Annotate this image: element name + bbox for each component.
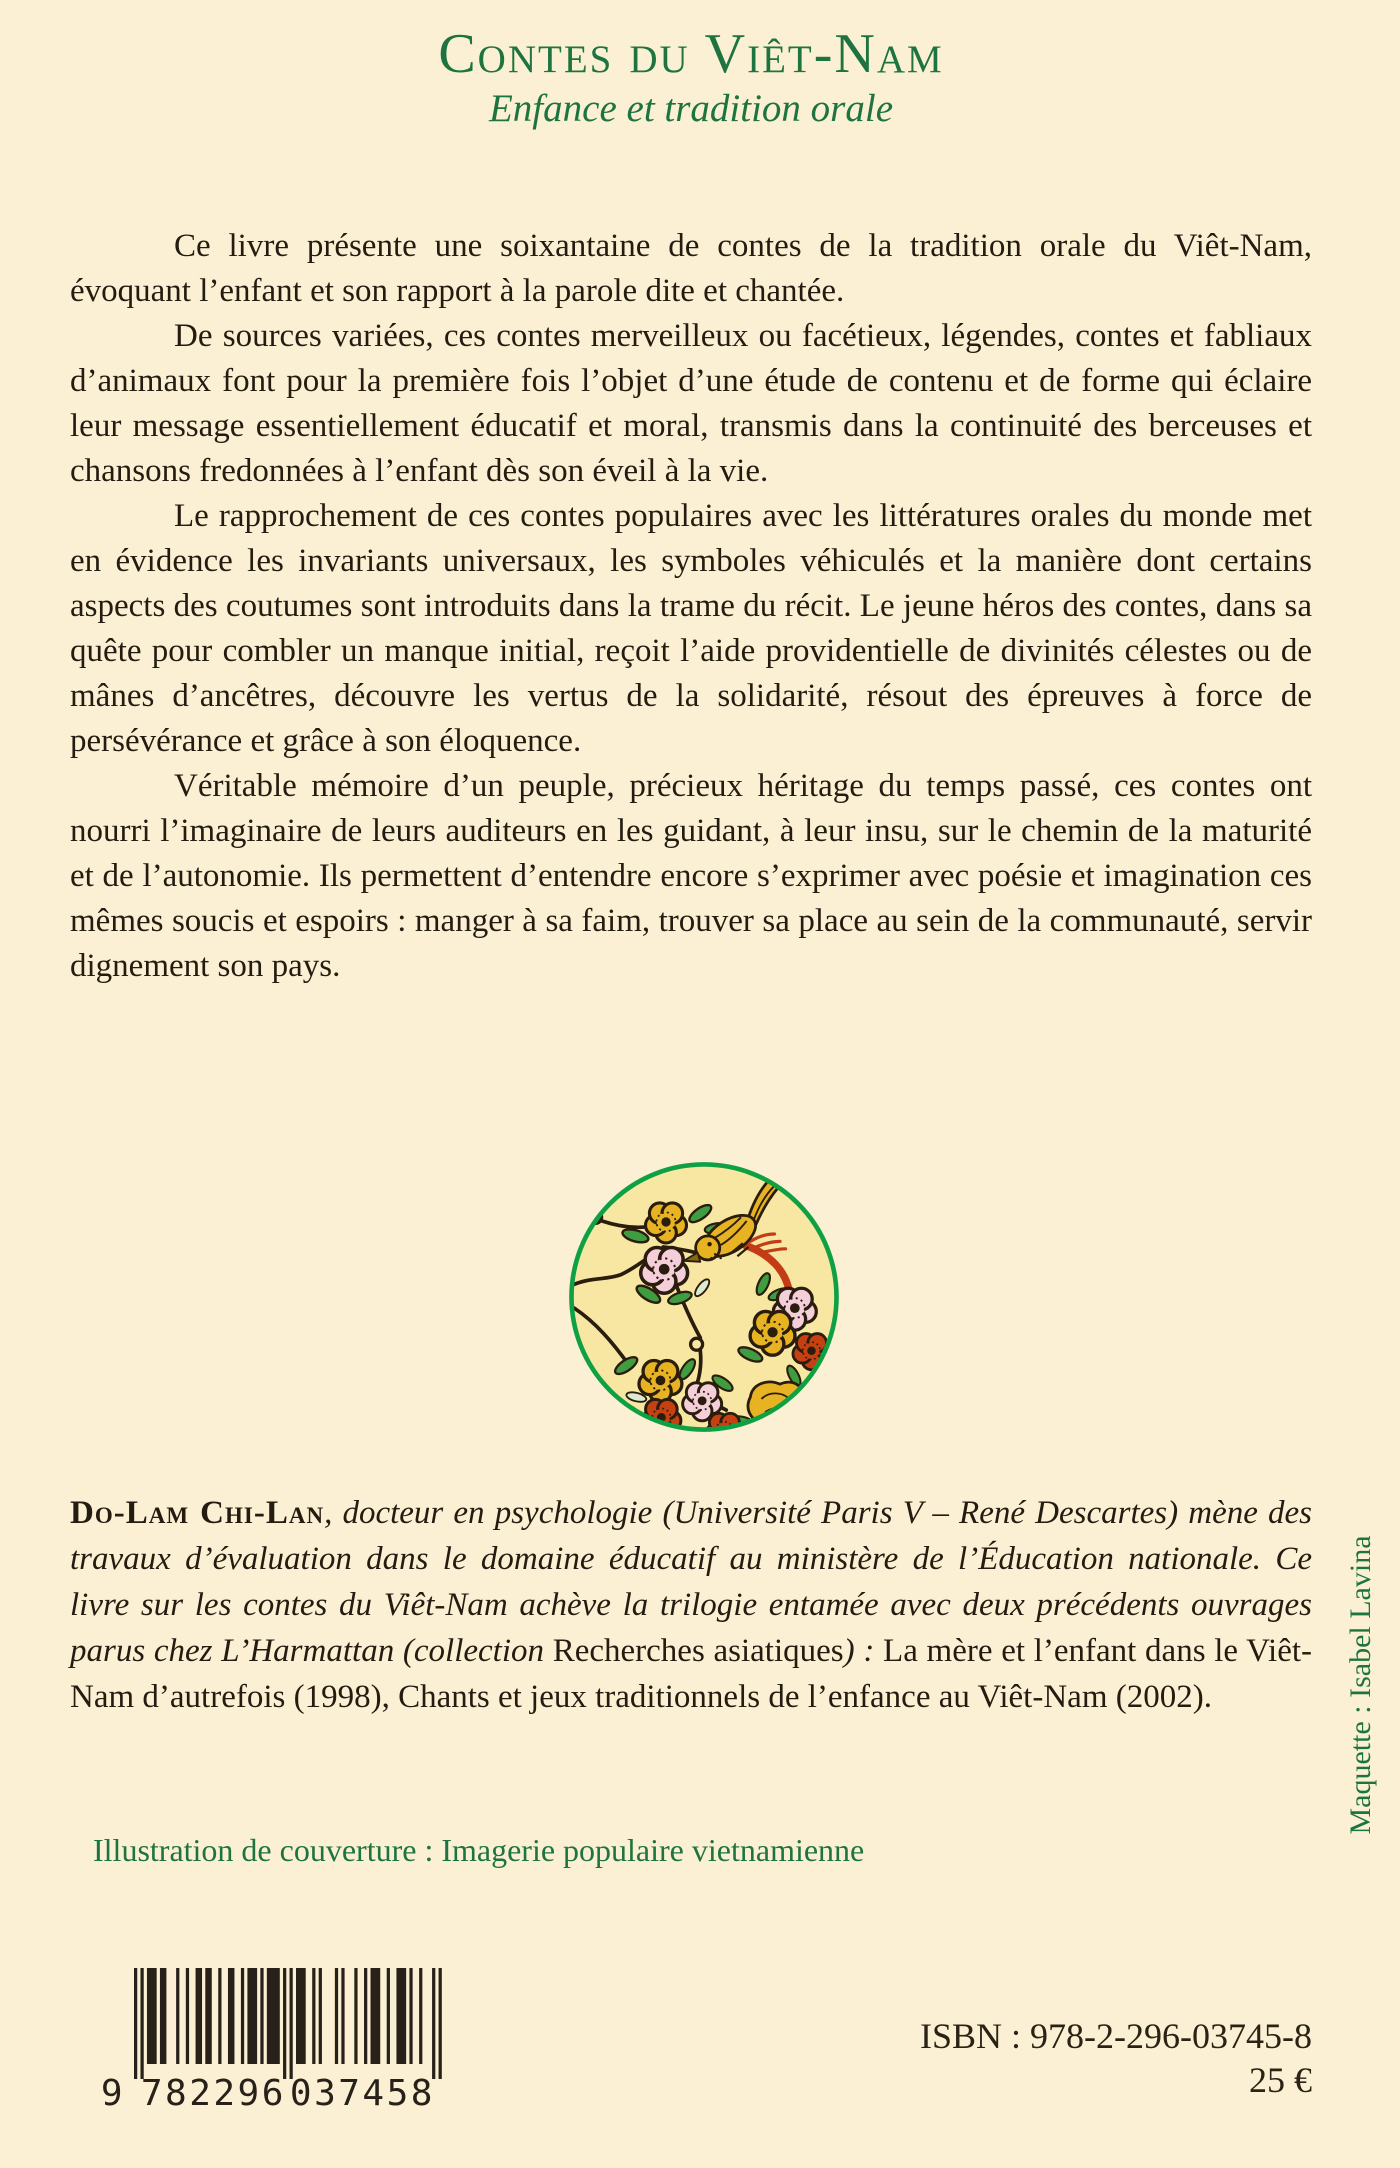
bio-text-italic-2: ) : [843, 1633, 884, 1669]
bio-collection-name: Recherches asiatiques [552, 1633, 844, 1669]
isbn: ISBN : 978-2-296-03745-8 [920, 2016, 1312, 2056]
ean13-barcode [96, 1968, 452, 2115]
isbn-price-block [920, 2014, 1312, 2102]
title-block [70, 24, 1312, 130]
svg-text:037458: 037458 [289, 2073, 435, 2110]
price: 25 € [1249, 2060, 1312, 2100]
cover-illustration-svg [565, 1158, 843, 1436]
author-bio-paragraph [70, 1490, 1312, 1720]
synopsis [70, 224, 1312, 989]
cover-illustration [565, 1158, 843, 1436]
synopsis-paragraph-4: Véritable mémoire d’un peuple, précieux héritage du temps passé, ces contes ont nourri l’imaginaire de leurs auditeurs en les guidant, à leur insu, sur le chemin de la maturité et de l’autonomie. Ils permettent d’entendre encore s’exprimer avec poésie et imagination ces mêmes soucis et espoirs : manger à sa faim, trouver sa place au sein de la communauté, servir dignement son pays. [70, 768, 1312, 984]
svg-text:782296: 782296 [140, 2073, 286, 2110]
maquette-credit: Maquette : Isabel Lavina [1344, 1535, 1377, 1835]
synopsis-paragraph-3: Le rapprochement de ces contes populaires avec les littératures orales du monde met en évidence les invariants universaux, les symboles véhiculés et la manière dont certains aspects des coutumes sont introduits dans la trame du récit. Le jeune héros des contes, dans sa quête pour combler un manque initial, reçoit l’aide providentielle de divinités célestes ou de mânes d’ancêtres, découvre les vertus de la solidarité, résout des épreuves à force de persévérance et grâce à son éloquence. [70, 498, 1312, 759]
author-bio [70, 1490, 1312, 1720]
bio-previous-titles: La mère et l’enfant dans le Viêt-Nam d’autrefois (1998), Chants et jeux traditionnels de l’enfance au Viêt-Nam (2002). [70, 1633, 1312, 1715]
barcode-svg [96, 1968, 452, 2110]
cover-credit: Illustration de couverture : Imagerie populaire vietnamienne [93, 1832, 865, 1868]
author-name: Do-Lam Chi-Lan [70, 1495, 325, 1531]
bio-text-italic-1: , docteur en psychologie (Université Paris V – René Descartes) mène des travaux d’évaluation dans le domaine éducatif au ministère de l’Éducation nationale. Ce livre sur les contes du Viêt-Nam achève la trilogie entamée avec deux précédents ouvrages parus chez L’Harmattan (collection [70, 1495, 1312, 1669]
synopsis-paragraph-2: De sources variées, ces contes merveilleux ou facétieux, légendes, contes et fabliaux d’animaux font pour la première fois l’objet d’une étude de contenu et de forme qui éclaire leur message essentiellement éducatif et moral, transmis dans la continuité des berceuses et chansons fredonnées à l’enfant dès son éveil à la vie. [70, 318, 1312, 489]
book-title: Contes du Viêt-Nam [438, 23, 944, 85]
synopsis-paragraph-1: Ce livre présente une soixantaine de contes de la tradition orale du Viêt-Nam, évoquant l’enfant et son rapport à la parole dite et chantée. [70, 228, 1312, 309]
book-subtitle: Enfance et tradition orale [488, 86, 893, 130]
svg-text:9: 9 [100, 2073, 125, 2110]
